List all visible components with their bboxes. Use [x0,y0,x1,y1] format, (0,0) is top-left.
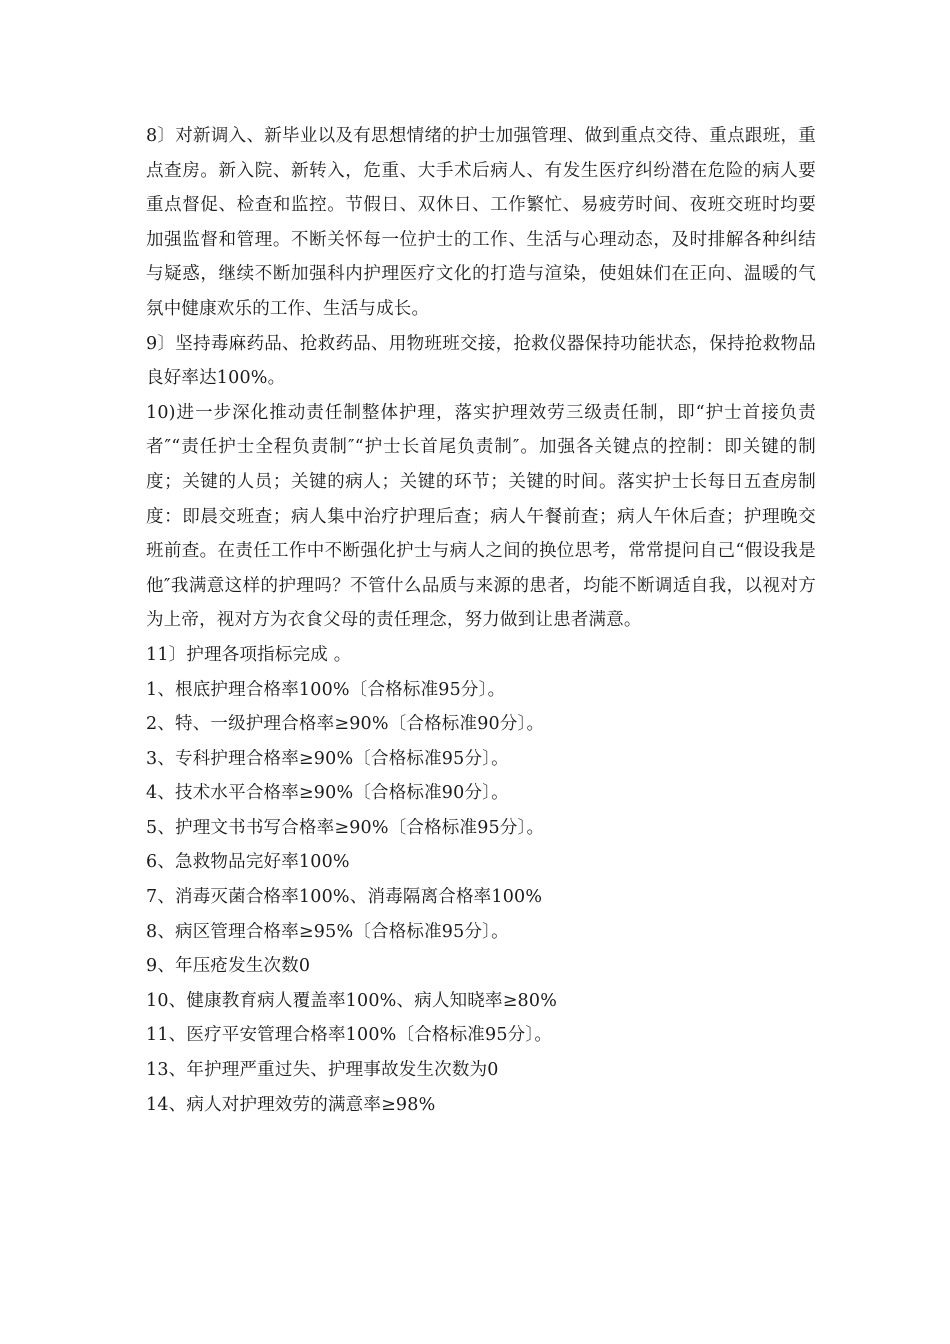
indicator-item: 14、病人对护理效劳的满意率≥98% [146,1094,436,1115]
indicator-item: 13、年护理严重过失、护理事故发生次数为0 [146,1060,499,1081]
indicator-item: 8、病区管理合格率≥95%〔合格标准95分〕。 [146,921,509,942]
indicator-item: 10、健康教育病人覆盖率100%、病人知晓率≥80% [146,990,558,1011]
indicators-heading: 11〕护理各项指标完成 。 [146,644,352,665]
indicator-item: 1、根底护理合格率100%〔合格标准95分〕。 [146,679,506,700]
indicator-item: 7、消毒灭菌合格率100%、消毒隔离合格率100% [146,887,543,908]
indicator-item: 4、技术水平合格率≥90%〔合格标准90分〕。 [146,783,509,804]
paragraph-item-10: 10)进一步深化推动责任制整体护理，落实护理效劳三级责任制，即“护士首接负责者″“责任护士全程负责制″“护士长首尾负责制″。加强各关键点的控制：即关键的制度；关键的人员；关键的病人；关键的环节；关键的时间。落实护士长每日五查房制度：即晨交班查；病人集中治疗护理后查；病人午餐前查；病人午休后查；护理晚交班前查。在责任工作中不断强化护士与病人之间的换位思考，常常提问自己“假设我是他″我满意这样的护理吗？不管什么品质与来源的患者，均能不断调适自我，以视对方为上帝，视对方为衣食父母的责任理念，努力做到让患者满意。 [146,402,816,631]
indicator-item: 3、专科护理合格率≥90%〔合格标准95分〕。 [146,748,509,769]
indicator-item: 9、年压疮发生次数0 [146,956,311,977]
paragraph-item-9: 9〕坚持毒麻药品、抢救药品、用物班班交接，抢救仪器保持功能状态，保持抢救物品良好率达100%。 [146,333,816,389]
indicator-item: 6、急救物品完好率100% [146,852,350,873]
paragraph-item-8: 8〕对新调入、新毕业以及有思想情绪的护士加强管理、做到重点交待、重点跟班，重点查房。新入院、新转入，危重、大手术后病人、有发生医疗纠纷潜在危险的病人要重点督促、检查和监控。节假日、双休日、工作繁忙、易疲劳时间、夜班交班时均要加强监督和管理。不断关怀每一位护士的工作、生活与心理动态，及时排解各种纠结与疑惑，继续不断加强科内护理医疗文化的打造与渲染，使姐妹们在正向、温暖的气氛中健康欢乐的工作、生活与成长。 [146,126,816,319]
indicator-item: 11、医疗平安管理合格率100%〔合格标准95分〕。 [146,1025,553,1046]
indicator-item: 2、特、一级护理合格率≥90%〔合格标准90分〕。 [146,714,545,735]
indicator-item: 5、护理文书书写合格率≥90%〔合格标准95分〕。 [146,817,545,838]
document-body [146,119,816,1122]
